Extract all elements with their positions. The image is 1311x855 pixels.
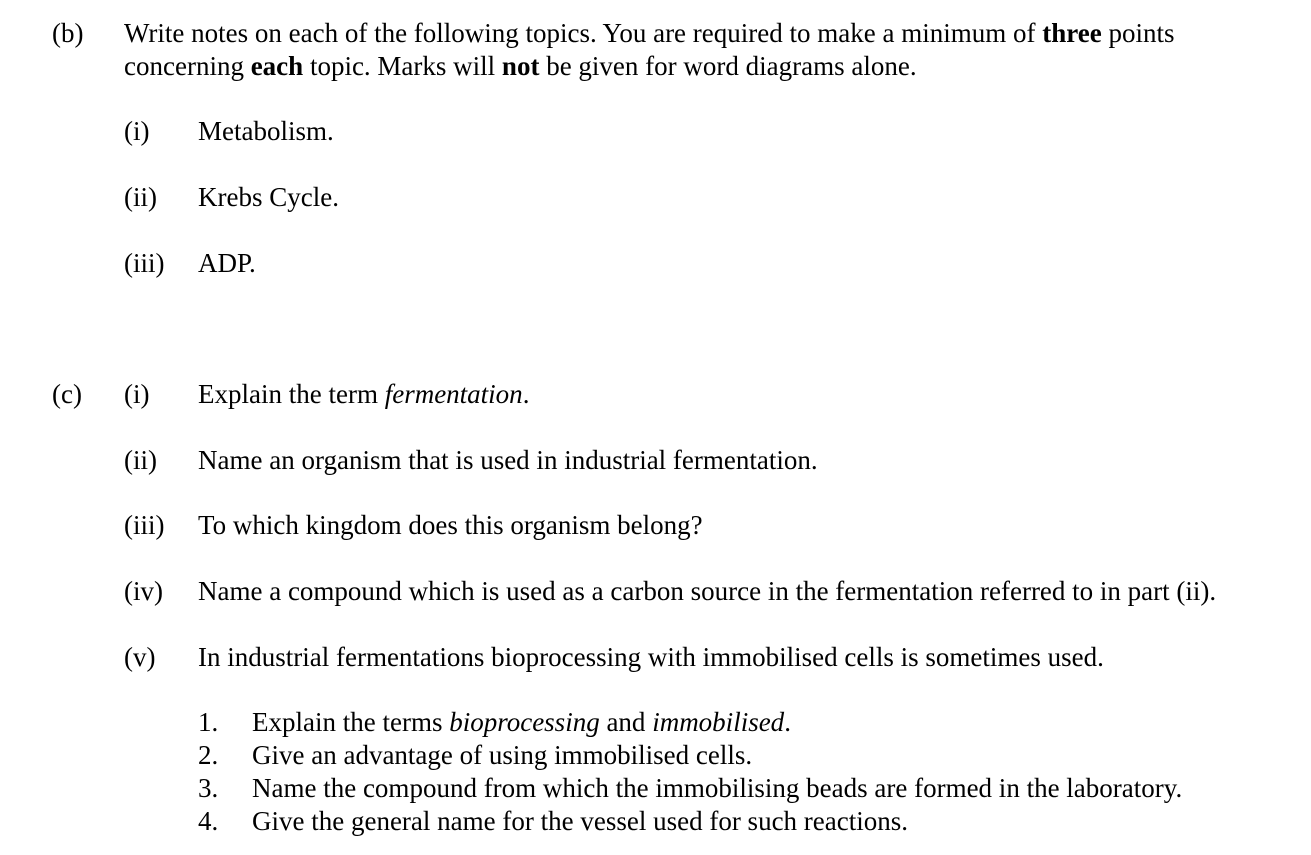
subitem-3-text: Name the compound from which the immobilising beads are formed in the laboratory. [252,773,1183,803]
part-c-item-ii-text: Name an organism that is used in industrial fermentation. [198,445,818,475]
part-b-instructions [124,17,1284,83]
part-b-item-iii-number: (iii) [124,248,165,278]
intro-text-1: Write notes on each of the following topics. You are required to make a minimum of [124,18,1043,48]
part-c-item-ii-number: (ii) [124,445,157,475]
subitem-1-mid: and [599,707,653,737]
subitem-1-text [252,706,791,739]
intro-text-4: topic. Marks will [303,51,502,81]
part-b-label: (b) [52,18,84,48]
term-fermentation: fermentation [384,379,523,409]
part-c-item-i-text [198,378,529,411]
part-b-item-iii-text: ADP. [198,248,256,278]
subitem-2-number: 2. [198,740,219,770]
part-c-item-iii-number: (iii) [124,510,165,540]
subitem-3-number: 3. [198,773,219,803]
intro-text-3: concerning [124,51,251,81]
part-c-item-iii-text: To which kingdom does this organism belong? [198,510,703,540]
intro-text-5: be given for word diagrams alone. [539,51,917,81]
item-i-prefix: Explain the term [198,379,385,409]
part-b-item-ii-text: Krebs Cycle. [198,182,339,212]
part-c-item-i-number: (i) [124,379,150,409]
part-b-item-ii-number: (ii) [124,182,157,212]
subitem-1-number: 1. [198,707,219,737]
item-i-suffix: . [522,379,530,409]
subitem-1-suffix: . [784,707,791,737]
part-b-item-i-text: Metabolism. [198,116,334,146]
part-b-item-i-number: (i) [124,116,150,146]
intro-text-2: points [1101,18,1175,48]
part-c-item-iv-text: Name a compound which is used as a carbon source in the fermentation referred to in part (ii). [198,576,1217,606]
term-immobilised: immobilised [652,707,785,737]
part-c-item-v-number: (v) [124,642,156,672]
part-c-item-v-text: In industrial fermentations bioprocessing with immobilised cells is sometimes used. [198,642,1104,672]
part-c-item-iv-number: (iv) [124,576,163,606]
subitem-2-text: Give an advantage of using immobilised cells. [252,740,753,770]
subitem-4-text: Give the general name for the vessel used for such reactions. [252,806,909,836]
term-bioprocessing: bioprocessing [449,707,600,737]
intro-bold-three: three [1042,18,1102,48]
intro-bold-not: not [501,51,540,81]
intro-bold-each: each [250,51,304,81]
part-c-label: (c) [52,379,82,409]
subitem-4-number: 4. [198,806,219,836]
subitem-1-prefix: Explain the terms [252,707,450,737]
